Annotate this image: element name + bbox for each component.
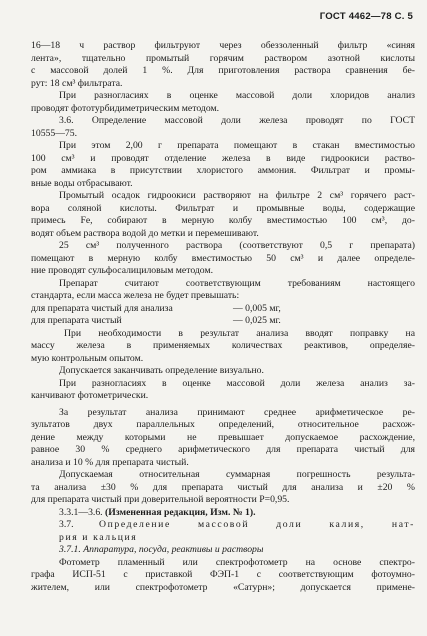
text-line: рут: 18 см³ фильтрата. <box>31 77 123 89</box>
limit-value: — 0,005 мг, <box>233 302 281 314</box>
text-line: массу железа в применяемых количествах реактивов, определяе- <box>31 340 415 351</box>
limit-row <box>31 315 415 328</box>
section-title-cont: рия и кальция <box>59 531 138 543</box>
text-line: Допускаемая относительная суммарная погрешность результа- <box>59 469 415 480</box>
text-line: та анализа ±30 % для препарата чистый для анализа и ±20 % <box>31 481 415 493</box>
text-line: зультатов двух параллельных определений, относительное расхож- <box>31 419 415 430</box>
limit-row <box>31 303 415 316</box>
text-line: вора соляной кислоты. Фильтрат и промывные воды, содержащие <box>31 202 415 214</box>
text-line: 16—18 ч раствор фильтруют через обеззоленный фильтр «синяя <box>31 40 415 51</box>
text-line: За результат анализа принимают среднее арифметическое ре- <box>59 406 415 418</box>
text-line: стандарта, если масса железа не будет превышать: <box>31 290 240 301</box>
text-line: При разногласиях в оценке массовой доли хлоридов анализ <box>59 90 415 101</box>
text-line: Препарат считают соответствующим требованиям настоящего <box>59 277 415 289</box>
text-line: проводят фототурбидиметрическим методом. <box>31 102 220 114</box>
page-header: ГОСТ 4462—78 С. 5 <box>319 11 413 22</box>
text-line: 3.6. Определение массовой доли железа проводят по ГОСТ <box>59 115 415 126</box>
subsection-heading: 3.7.1. Аппаратура, посуда, реактивы и растворы <box>59 544 264 555</box>
amendment-text: (Измененная редакция, Изм. № 1). <box>105 506 256 518</box>
text-line: Промытый осадок гидроокиси растворяют на фильтре 2 см³ горячего раст- <box>59 190 415 201</box>
section-title: Определение массовой доли калия, нат- <box>99 519 415 530</box>
text-line: равное 30 % среднего арифметического для препарата чистый для <box>31 444 415 455</box>
limit-label: для препарата чистый для анализа <box>31 302 173 314</box>
text-line: графа ИСП-51 с приставкой ФЭП-1 с соответствующим фотоумно- <box>31 569 415 580</box>
text-line: При этом 2,00 г препарата помещают в стакан вместимостью <box>59 140 415 151</box>
text-line: дение между которыми не превышает допускаемое расхождение, <box>31 431 415 443</box>
text-line: ром аммиака в присутствии хлористого аммония. Фильтрат и промы- <box>31 165 415 176</box>
text-line: канчивают фотометрически. <box>31 390 149 401</box>
text-line: для препарата чистый при доверительной вероятности P=0,95. <box>31 494 290 505</box>
text-line: Фотометр пламенный или спектрофотометр на основе спектро- <box>59 556 415 568</box>
text-line: помещают в мерную колбу вместимостью 50 см³ и далее определе- <box>31 252 415 264</box>
text-line: 10555—75. <box>31 127 78 139</box>
text-line: При необходимости в результат анализа вводят поправку на <box>64 327 415 339</box>
text-line: мую контрольным опытом. <box>31 352 144 364</box>
section-number: 3.7. <box>59 519 74 530</box>
text-line: ние проводят сульфосалициловым методом. <box>31 265 214 276</box>
text-line: При разногласиях в оценке массовой доли железа анализ за- <box>59 377 415 389</box>
text-line: с массовой долей 1 %. Для приготовления раствора сравнения бе- <box>31 65 415 76</box>
text-line: Допускается заканчивать определение визуально. <box>59 365 264 376</box>
amendment-note <box>31 507 415 520</box>
text-line: жителем, или спектрофотометр «Сатурн»; допускается примене- <box>31 581 415 593</box>
text-line: 25 см³ полученного раствора (соответствуют 0,5 г препарата) <box>59 240 415 251</box>
limit-value: — 0,025 мг. <box>233 315 281 326</box>
text-line: примесь Fe, собирают в мерную колбу вместимостью 100 см³, до- <box>31 215 415 226</box>
text-line: лента», тщательно промытый горячим раствором азотной кислоты <box>31 52 415 64</box>
amendment-sections: 3.3.1—3.6. <box>59 506 103 518</box>
text-line: вные воды отбрасывают. <box>31 177 133 189</box>
section-heading-cont <box>31 532 415 545</box>
document-body <box>31 40 415 594</box>
text-line: 100 см³ и проводят отделение железа в виде гидроокиси раство- <box>31 152 415 164</box>
limit-label: для препарата чистый <box>31 315 122 326</box>
text-line: водят объем раствора водой до метки и перемешивают. <box>31 227 259 239</box>
section-heading <box>31 519 415 532</box>
text-line: анализа и 10 % для препарата чистый. <box>31 456 189 468</box>
